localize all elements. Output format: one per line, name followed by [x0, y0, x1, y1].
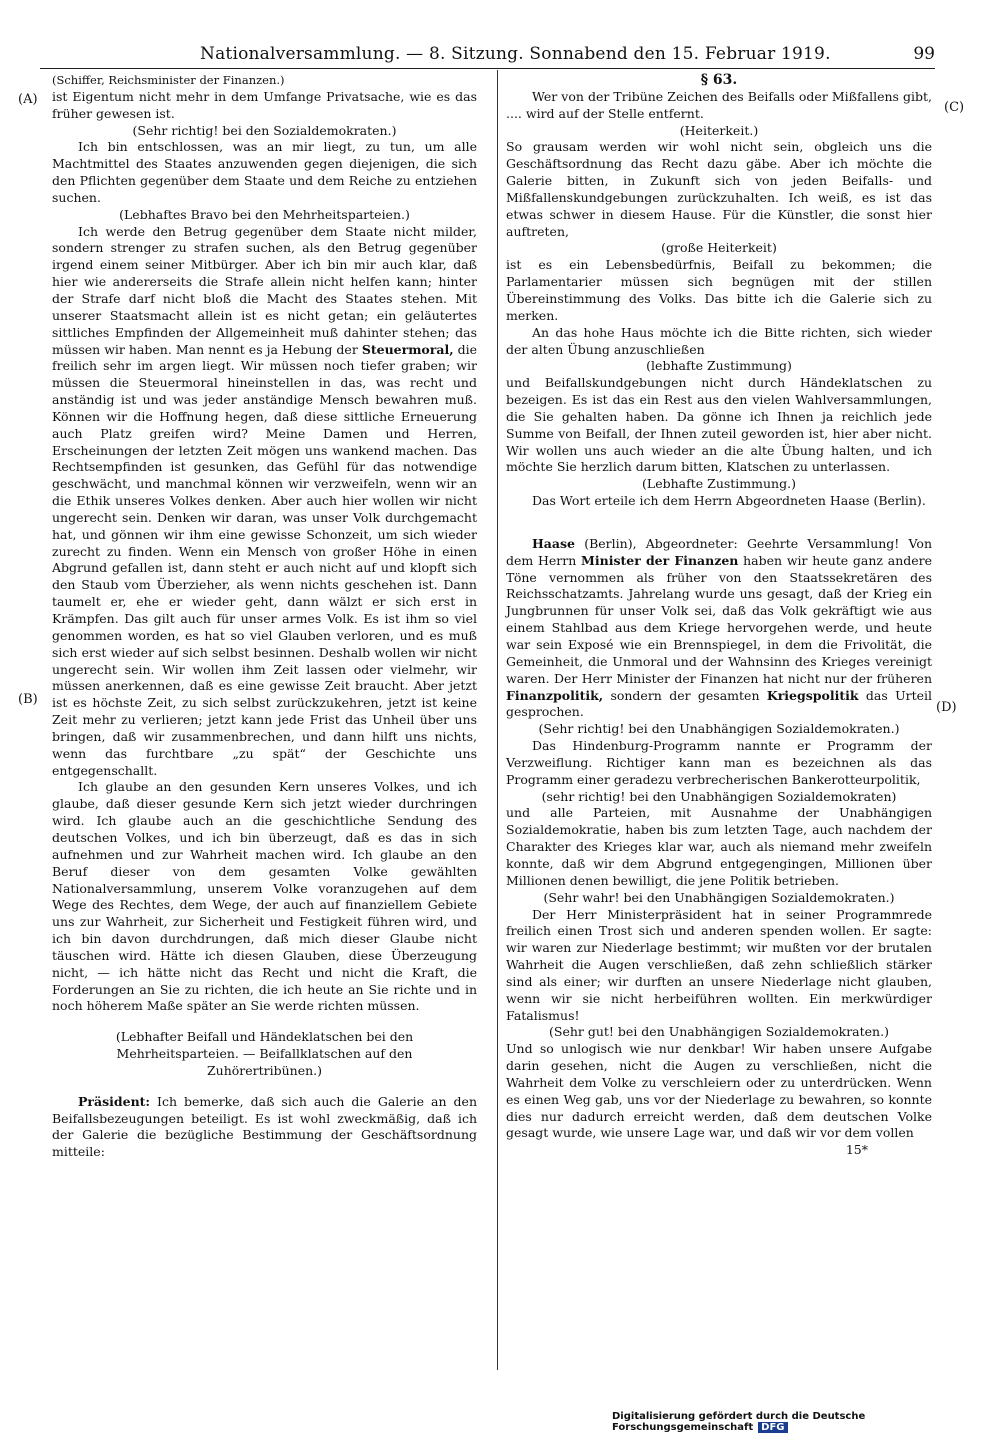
paragraph: Der Herr Ministerpräsident hat in seiner Programmrede freilich einen Trost sich und anderen spenden wollen. Er sagte: wir waren zur Niederlage bestimmt; wir mußten vor der brutalen Wahrheit die Augen verschließen, daß zehn schließlich stärker sind als einer; wir durften an unsere Niederlage nicht glauben, wenn wir sie nicht herbeiführen wollten. Ein merkwürdiger Fatalismus! — [506, 906, 932, 1023]
paragraph: An das hohe Haus möchte ich die Bitte richten, sich wieder der alten Übung anzuschließen — [506, 324, 932, 357]
emphasis-term: Minister der Finanzen — [581, 552, 739, 568]
page-header — [40, 44, 935, 69]
paragraph: Das Wort erteile ich dem Herrn Abgeordneten Haase (Berlin). — [532, 493, 926, 509]
paragraph-text: haben wir heute ganz andere Töne vernommen als früher von den Staatssekretären des Reichsschatzamts. Jahrelang wurde uns gesagt, daß der Krieg ein Jungbrunnen für unser Volk sei, daß das Volk gekräftigt wie aus einem Stahlbad aus dem Kriege hervorgehen werde, und heute war sein Exposé wie ein Brennspiegel, in dem die Frivolität, die Gemeinheit, die Unmoral und der Wahnsinn des Krieges vereinigt waren. Der Herr Minister der Finanzen hat nicht nur der früheren — [506, 552, 933, 686]
margin-marker-b: (B) — [18, 692, 38, 707]
speaker-name: Haase — [532, 535, 575, 551]
emphasis-term: Steuermoral, — [361, 341, 454, 357]
paragraph-text: das Urteil gesprochen. — [506, 687, 932, 720]
margin-marker-d: (D) — [936, 700, 957, 715]
sheet-signature: 15* — [845, 1142, 868, 1158]
left-column — [52, 72, 477, 1161]
paragraph-text: sondern der gesamten — [603, 687, 767, 703]
section-heading: § 63. — [700, 72, 738, 88]
interjection: (Sehr richtig! bei den Unabhängigen Sozialdemokraten.) — [538, 721, 900, 737]
paragraph — [52, 1094, 477, 1161]
paragraph-text: Ich werde den Betrug gegenüber dem Staate nicht milder, sondern strenger zu strafen suchen, als den Betrug gegenüber irgend einem seiner Mitbürger. Aber ich bin mir auch klar, daß hier wie andererseits die Strafe allein nicht helfen kann; hinter der Strafe darf nicht bloß die Macht des Staates stehen. Mit unserer Staatsmacht allein ist es nicht getan; ein geläutertes sittliches Empfinden der Allgemeinheit muß dahinter stehen; das müssen wir haben. Man nennt es ja Hebung der — [52, 223, 477, 357]
column-divider — [497, 70, 498, 1370]
running-title: Nationalversammlung. — 8. Sitzung. Sonnabend den 15. Februar 1919. — [200, 44, 831, 64]
interjection: (Sehr richtig! bei den Sozialdemokraten.) — [132, 122, 397, 138]
footer-text: Digitalisierung gefördert durch die Deutsche Forschungsgemeinschaft — [612, 1411, 866, 1433]
interjection: (lebhafte Zustimmung) — [646, 358, 792, 374]
paragraph: So grausam werden wir wohl nicht sein, obgleich uns die Geschäftsordnung das Recht dazu gäbe. Aber ich möchte die Galerie bitten, in Zukunft sich von jeden Beifalls- und Mißfallenskundgebungen zurückzuhalten. Ich weiß, es ist das etwas schwer in diesem Hause. Für die Künstler, die sonst hier auftreten, — [506, 139, 932, 239]
interjection: (Lebhafter Beifall und Händeklatschen bei den Mehrheitsparteien. — Beifallklatschen auf den Zuhörertribünen.) — [115, 1029, 414, 1078]
interjection: (Lebhafte Zustimmung.) — [642, 476, 796, 492]
speaker-tag: (Schiffer, Reichsminister der Finanzen.) — [52, 73, 285, 87]
paragraph-text: die freilich sehr im argen liegt. Wir müssen noch tiefer graben; wir müssen die Steuermoral hineinstellen in das, was recht und anständig ist und was jeder anständige Mensch bewahren muß. Können wir die Hoffnung hegen, daß diese sittliche Erneuerung auch Platz greifen wird? Meine Damen und Herren, Erscheinungen der letzten Zeit mögen uns wankend machen. Das Rechtsempfinden ist gesunken, das Gefühl für das notwendige geschwächt, und manchmal können wir verzweifeln, wenn wir an die Ethik unseres Volkes denken. Aber auch hier wollen wir nicht ungerecht sein. Denken wir daran, was unser Volk durchgemacht hat, und gönnen wir ihm eine gewisse Schonzeit, um sich wieder zurecht zu finden. Wenn ein Mensch von großer Höhe in einen Abgrund gefallen ist, dann steht er auch nicht auf und klopft sich den Staub vom Überzieher, als wenn nichts geschehen ist. Dann taumelt er, ehe er wieder geht, dann wälzt er sich erst in Krämpfen. Das gilt auch für unser armes Volk. Es ist ihm so viel genommen worden, es hat so viel Glauben verloren, und es muß sich erst wieder auf sich selbst besinnen. Deshalb wollen wir nicht ungerecht sein. Wir wollen ihm Zeit lassen oder vielmehr, wir müssen anerkennen, daß es eine gewisse Zeit braucht. Aber jetzt ist es höchste Zeit, zu sich selbst zurückzukehren, jetzt ist keine Zeit mehr zu verlieren; jetzt kann jede Frist das Unheil über uns bringen, daß wir zusammenbrechen, und dann hilft uns nichts, wenn das furchtbare „zu spät“ der Geschichte uns entgegenschallt. — [52, 341, 477, 778]
right-column — [506, 72, 932, 1159]
paragraph: und alle Parteien, mit Ausnahme der Unabhängigen Sozialdemokratie, haben bis zum letzten Tage, auch nachdem der Charakter des Krieges klar war, auch als niemand mehr zweifeln konnte, daß wir dem Abgrund entgegengingen, Millionen über Millionen denen bewilligt, die jene Politik betrieben. — [506, 805, 932, 888]
paragraph: ist Eigentum nicht mehr in dem Umfange Privatsache, wie es das früher gewesen ist. — [52, 88, 477, 121]
paragraph: ist es ein Lebensbedürfnis, Beifall zu bekommen; die Parlamentarier müssen sich begnügen mit der stillen Übereinstimmung des Volks. Das bitte ich die Galerie sich zu merken. — [506, 257, 932, 323]
footer-credit — [612, 1411, 1000, 1433]
interjection: (Sehr wahr! bei den Unabhängigen Sozialdemokraten.) — [543, 889, 895, 905]
emphasis-term: Kriegspolitik — [766, 687, 859, 703]
paragraph: Ich bin entschlossen, was an mir liegt, zu tun, um alle Machtmittel des Staates anzuwenden gegen diejenigen, die sich den Pflichten gegenüber dem Staate und dem Reiche zu entziehen suchen. — [52, 139, 477, 205]
interjection: (Lebhaftes Bravo bei den Mehrheitsparteien.) — [119, 206, 410, 222]
paragraph: Das Hindenburg-Programm nannte er Programm der Verzweiflung. Richtiger kann man es bezeichnen als das Programm einer geradezu verbrecherischen Bankerotteurpolitik, — [506, 738, 932, 787]
interjection: (sehr richtig! bei den Unabhängigen Sozialdemokraten) — [541, 788, 897, 804]
paragraph-text: Ich bemerke, daß sich auch die Galerie an den Beifallsbezeugungen beteiligt. Es ist wohl zweckmäßig, daß ich der Galerie die bezügliche Bestimmung der Geschäftsordnung mitteile: — [52, 1093, 477, 1160]
paragraph — [506, 536, 932, 721]
interjection: (große Heiterkeit) — [661, 240, 777, 256]
margin-marker-a: (A) — [18, 92, 38, 107]
speaker-name: Präsident: — [78, 1093, 151, 1109]
quotation: Wer von der Tribüne Zeichen des Beifalls oder Mißfallens gibt, .... wird auf der Stelle entfernt. — [506, 88, 932, 121]
interjection: (Sehr gut! bei den Unabhängigen Sozialdemokraten.) — [549, 1024, 889, 1040]
paragraph-text: (Berlin), Abgeordneter: Geehrte Versammlung! Von dem Herrn — [506, 535, 932, 568]
paragraph: und Beifallskundgebungen nicht durch Händeklatschen zu bezeigen. Es ist das ein Rest aus den vielen Wahlversammlungen, die Sie gehalten haben. Da gönne ich Ihnen ja reichlich jede Summe von Beifall, der Ihnen zuteil geworden ist, hier aber nicht. Wir wollen uns auch wieder an die alte Übung halten, und ich möchte Sie herzlich darum bitten, Klatschen zu unterlassen. — [506, 375, 932, 475]
page-number: 99 — [913, 44, 935, 64]
paragraph: Ich glaube an den gesunden Kern unseres Volkes, und ich glaube, daß dieser gesunde Kern sich jetzt wieder durchringen wird. Ich glaube auch an die geschichtliche Sendung des deutschen Volkes, und ich bin überzeugt, daß es das in sich aufnehmen und zur Wahrheit machen wird. Ich glaube an den Beruf dieser von dem gesamten Volke gewählten Nationalversammlung, unserem Volke voranzugehen auf dem Wege des Rechtes, dem Wege, der auch auf finanziellem Gebiete uns zur Wahrheit, zur Sicherheit und Festigkeit führen wird, und ich bin davon durchdrungen, daß mich dieser Glaube nicht täuschen wird. Hätte ich diesen Glauben, diese Überzeugung nicht, — ich hätte nicht das Recht und nicht die Kraft, die Forderungen an Sie zu richten, die ich heute an Sie richte und in noch höherem Maße später an Sie werde richten müssen. — [52, 779, 477, 1014]
dfg-logo: DFG — [758, 1422, 787, 1433]
margin-marker-c: (C) — [944, 100, 965, 115]
paragraph: Und so unlogisch wie nur denkbar! Wir haben unsere Aufgabe darin gesehen, nicht die Augen zu verschließen, nicht die Wahrheit dem Volke zu verschleiern oder zu unterdrücken. Wenn es einen Weg gab, uns vor der Niederlage zu bewahren, so konnte dies nur dadurch erreicht werden, daß dem deutschen Volke gesagt wurde, wie unsere Lage war, und daß wir vor dem vollen — [506, 1041, 932, 1141]
interjection: (Heiterkeit.) — [679, 122, 759, 138]
paragraph — [52, 224, 477, 780]
emphasis-term: Finanzpolitik, — [506, 687, 604, 703]
